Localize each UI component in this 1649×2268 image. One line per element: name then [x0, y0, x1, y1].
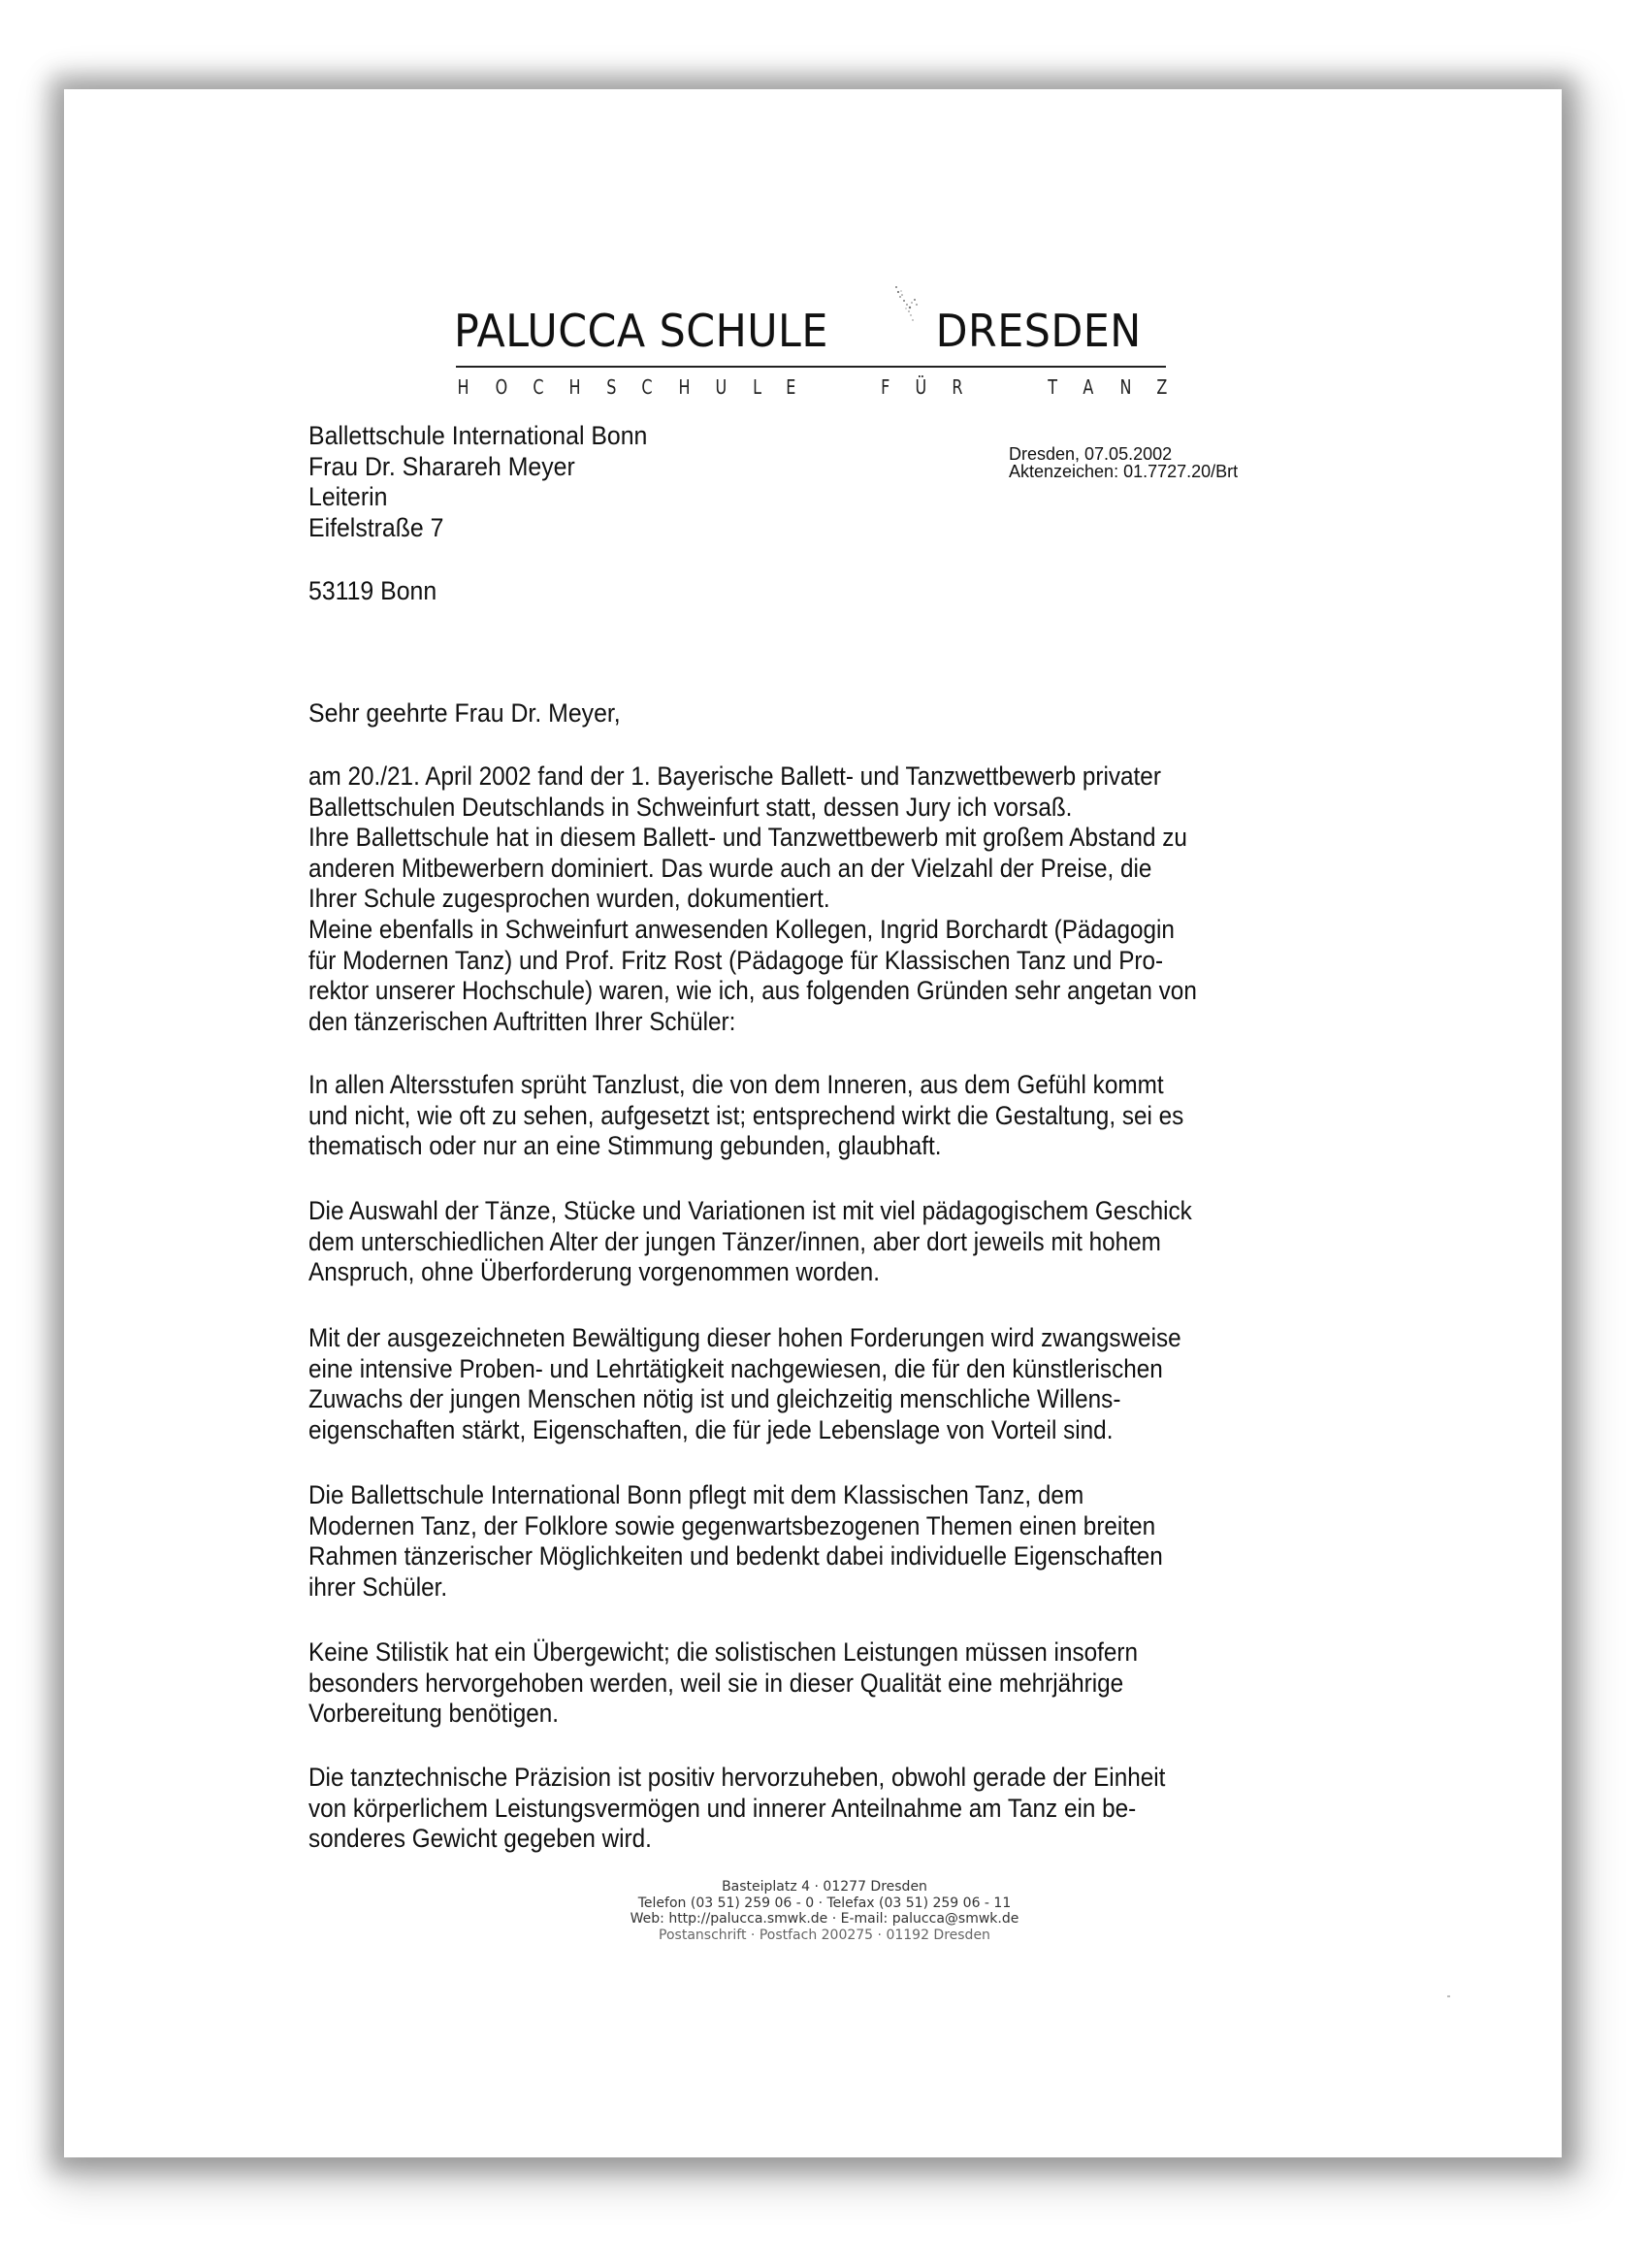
text-line: Zuwachs der jungen Menschen nötig ist und gleichzeitig menschliche Willens-	[308, 1384, 1121, 1414]
reference-number: Aktenzeichen: 01.7727.20/Brt	[1009, 462, 1239, 481]
text-line: eigenschaften stärkt, Eigenschaften, die für jede Lebenslage von Vorteil sind.	[308, 1414, 1114, 1444]
text-line: Ihre Ballettschule hat in diesem Ballett- und Tanzwettbewerb mit großem Abstand zu	[308, 823, 1187, 853]
footer-phone: Telefon (03 51) 259 06 - 0 · Telefax (03 51) 259 06 - 11	[637, 1895, 1012, 1911]
text-line: eine intensive Proben- und Lehrtätigkeit nachgewiesen, die für den künstlerischen	[308, 1353, 1163, 1383]
tagline-letter: O	[495, 375, 507, 399]
tagline-letter: E	[786, 375, 796, 399]
tagline-letter: A	[1083, 375, 1094, 399]
tagline-letter: L	[752, 375, 761, 399]
footer-web: Web: http://palucca.smwk.de · E-mail: palucca@smwk.de	[630, 1911, 1019, 1927]
scan-speck	[1447, 1995, 1450, 1997]
text-line: den tänzerischen Auftritten Ihrer Schüler:	[308, 1006, 736, 1036]
text-line: Modernen Tanz, der Folklore sowie gegenwartsbezogenen Themen einen breiten	[308, 1510, 1156, 1540]
salutation: Sehr geehrte Frau Dr. Meyer,	[308, 698, 621, 728]
text-line: Vorbereitung benötigen.	[308, 1699, 560, 1729]
place-date: Dresden, 07.05.2002	[1009, 444, 1173, 464]
letter-footer	[582, 1879, 1067, 1943]
recipient-postal: 53119 Bonn	[308, 576, 437, 605]
paragraph-6	[308, 1637, 1321, 1730]
text-line: anderen Mitbewerbern dominiert. Das wurde auch an der Vielzahl der Preise, die	[308, 853, 1152, 883]
tagline-letter: Ü	[915, 375, 927, 399]
dancer-figure-icon	[890, 283, 929, 332]
text-line: thematisch oder nur an eine Stimmung gebunden, glaubhaft.	[308, 1131, 942, 1161]
text-line: sonderes Gewicht gegeben wird.	[308, 1824, 652, 1854]
text-line: rektor unserer Hochschule) waren, wie ich, aus folgenden Gründen sehr angetan von	[308, 976, 1197, 1006]
text-line: Keine Stilistik hat ein Übergewicht; die solistischen Leistungen müssen insofern	[308, 1637, 1139, 1667]
tagline-letter: R	[952, 375, 963, 399]
text-line: für Modernen Tanz) und Prof. Fritz Rost (Pädagoge für Klassischen Tanz und Pro-	[308, 945, 1164, 975]
text-line: Ihrer Schule zugesprochen wurden, dokumentiert.	[308, 884, 830, 914]
text-line: am 20./21. April 2002 fand der 1. Bayerische Ballett- und Tanzwettbewerb privater	[308, 761, 1161, 791]
tagline-letter: S	[606, 375, 617, 399]
tagline-letter: F	[881, 375, 890, 399]
letterhead-rule	[456, 366, 1166, 368]
text-line: Anspruch, ohne Überforderung vorgenommen worden.	[308, 1257, 880, 1287]
paragraph-5	[308, 1480, 1321, 1603]
footer-postal: Postanschrift · Postfach 200275 · 01192 Dresden	[659, 1927, 990, 1943]
text-line: Meine ebenfalls in Schweinfurt anwesenden Kollegen, Ingrid Borchardt (Pädagogin	[308, 914, 1175, 944]
paragraph-3	[308, 1196, 1321, 1288]
tagline-letter: C	[641, 375, 653, 399]
tagline-letter: H	[678, 375, 691, 399]
tagline-letter: N	[1118, 375, 1131, 399]
tagline-letter: T	[1048, 375, 1058, 399]
text-line: Ballettschulen Deutschlands in Schweinfurt statt, dessen Jury ich vorsaß.	[308, 792, 1073, 822]
text-line: Die tanztechnische Präzision ist positiv hervorzuheben, obwohl gerade der Einheit	[308, 1763, 1166, 1792]
text-line: dem unterschiedlichen Alter der jungen Tänzer/innen, aber dort jeweils mit hohem	[308, 1226, 1161, 1256]
tagline-letter: H	[457, 375, 469, 399]
text-line: Rahmen tänzerischer Möglichkeiten und bedenkt dabei individuelle Eigenschaften	[308, 1541, 1163, 1571]
recipient-address	[308, 421, 647, 543]
tagline-letter: C	[533, 375, 544, 399]
recipient-line: Eifelstraße 7	[308, 512, 444, 542]
paragraph-2	[308, 1070, 1321, 1162]
letterhead-tagline	[456, 377, 1169, 397]
text-line: Mit der ausgezeichneten Bewältigung dieser hohen Forderungen wird zwangsweise	[308, 1323, 1181, 1352]
letterhead-name-left: PALUCCA SCHULE	[454, 305, 828, 357]
text-line: In allen Altersstufen sprüht Tanzlust, die von dem Inneren, aus dem Gefühl kommt	[308, 1070, 1164, 1099]
text-line: ihrer Schüler.	[308, 1571, 448, 1602]
recipient-line: Frau Dr. Sharareh Meyer	[308, 451, 575, 481]
text-line: Die Auswahl der Tänze, Stücke und Variationen ist mit viel pädagogischem Geschick	[308, 1196, 1192, 1225]
text-line: von körperlichem Leistungsvermögen und innerer Anteilnahme am Tanz ein be-	[308, 1793, 1137, 1823]
paragraph-1	[308, 761, 1321, 1037]
tagline-letter: H	[568, 375, 581, 399]
tagline-letter: Z	[1156, 375, 1168, 399]
text-line: Die Ballettschule International Bonn pflegt mit dem Klassischen Tanz, dem	[308, 1480, 1084, 1509]
tagline-letter: U	[715, 375, 728, 399]
text-line: und nicht, wie oft zu sehen, aufgesetzt ist; entsprechend wirkt die Gestaltung, sei es	[308, 1100, 1184, 1130]
footer-address: Basteiplatz 4 · 01277 Dresden	[722, 1879, 927, 1895]
letterhead-name-right: DRESDEN	[935, 305, 1142, 357]
recipient-line: Ballettschule International Bonn	[308, 421, 648, 450]
paragraph-7	[308, 1763, 1321, 1855]
letter-meta	[1009, 445, 1238, 480]
text-line: besonders hervorgehoben werden, weil sie in dieser Qualität eine mehrjährige	[308, 1668, 1124, 1698]
paragraph-4	[308, 1323, 1321, 1445]
recipient-line: Leiterin	[308, 482, 388, 511]
